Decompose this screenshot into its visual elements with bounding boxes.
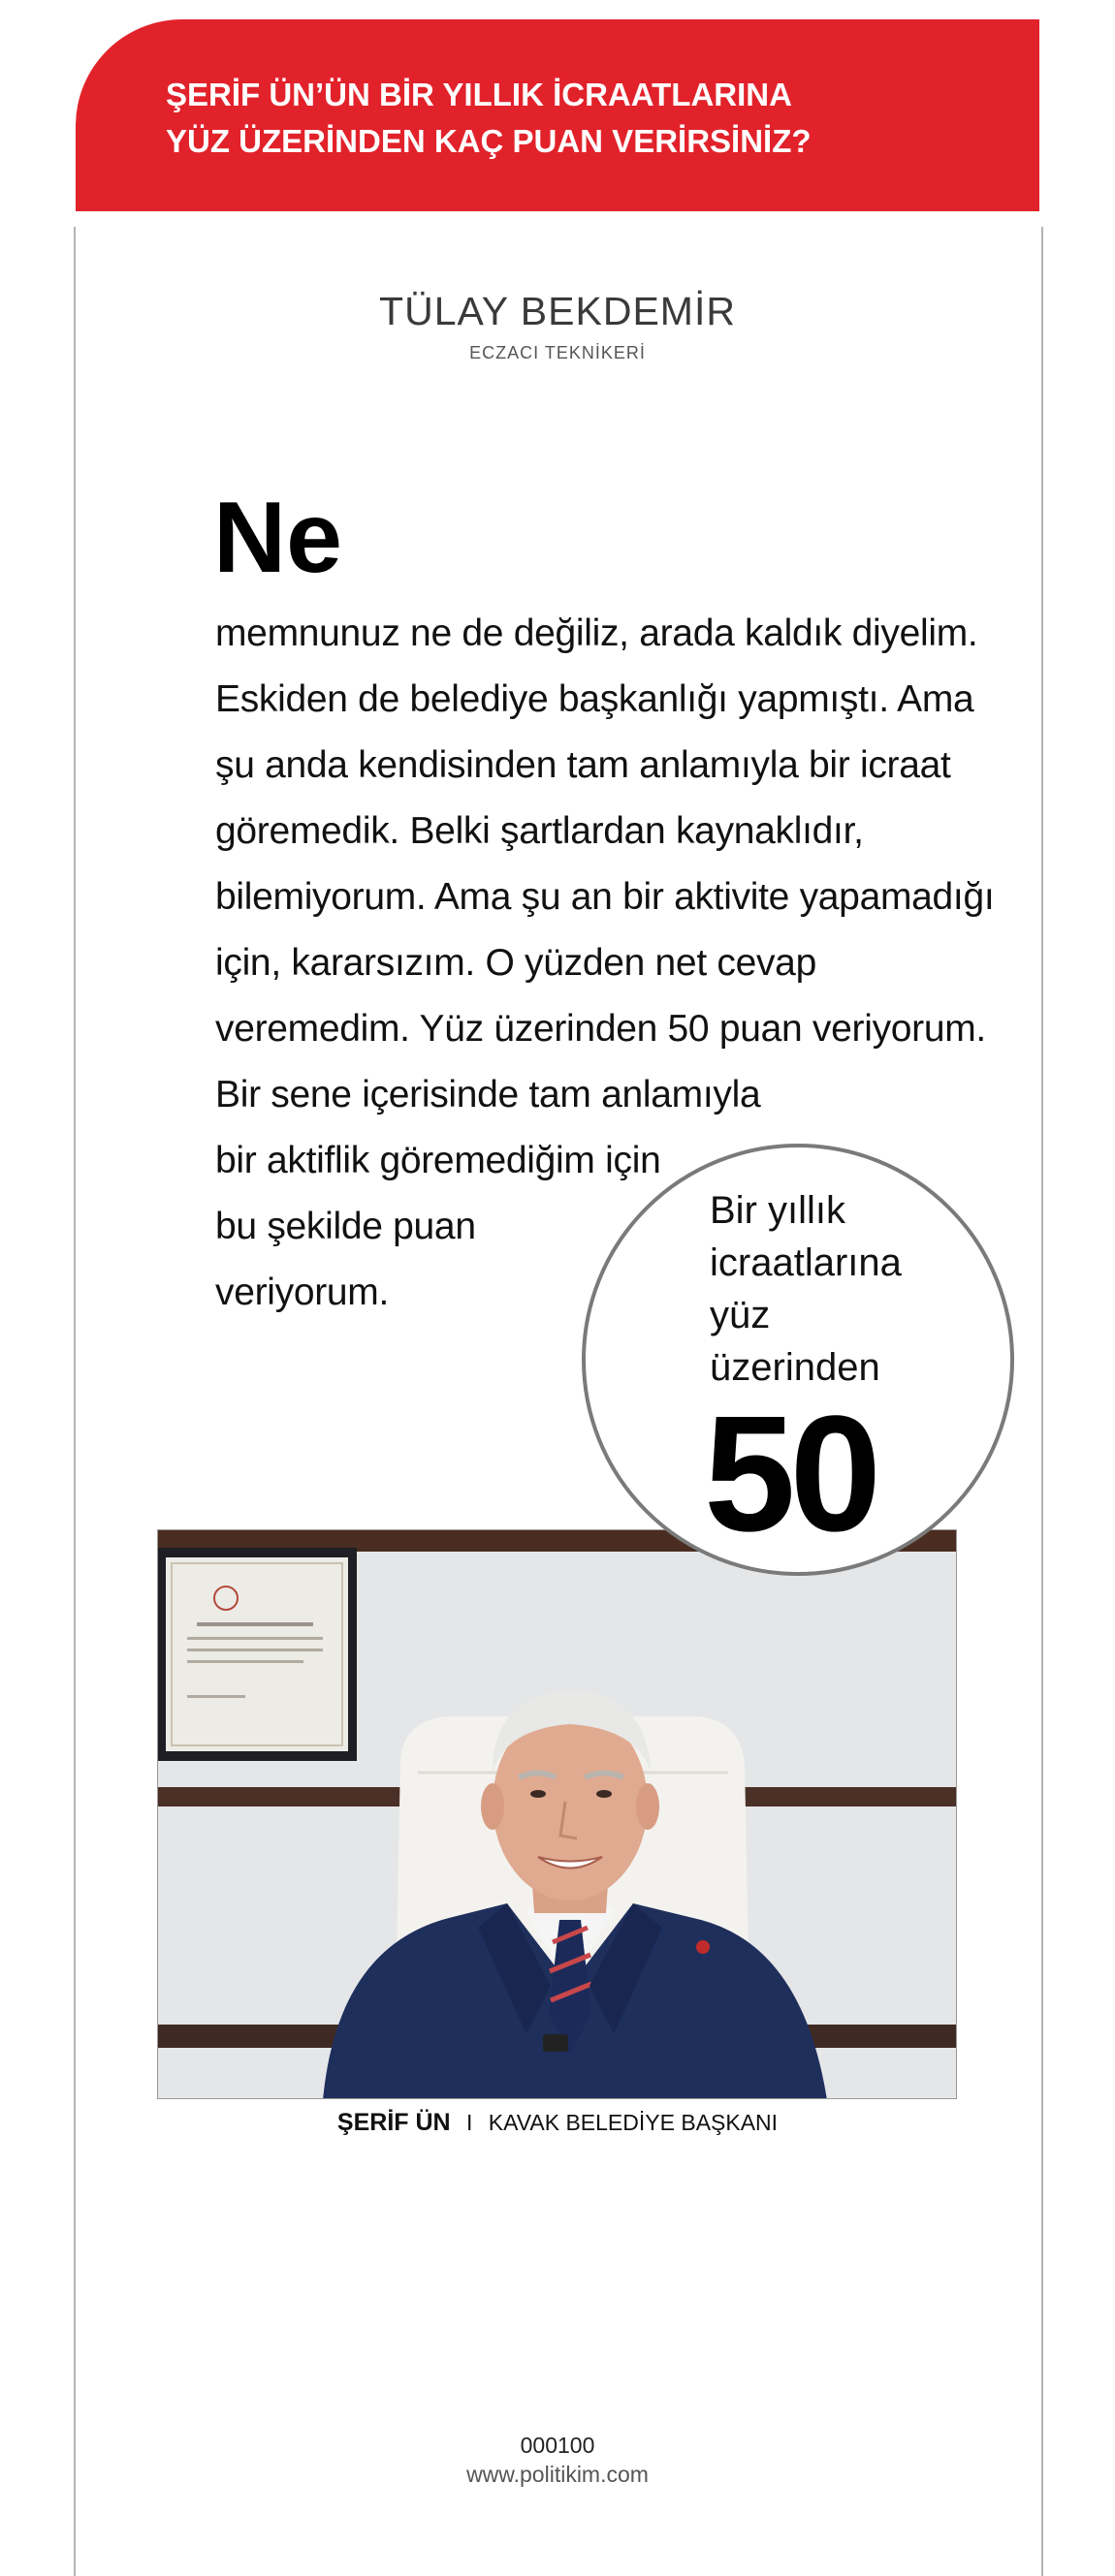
caption-separator: I xyxy=(466,2110,473,2135)
score-badge-line: Bir yıllık xyxy=(710,1189,845,1232)
answer-line: bir aktiflik göremediğim için xyxy=(215,1140,661,1181)
score-badge-line: icraatlarına xyxy=(710,1241,902,1284)
caption-name: ŞERİF ÜN xyxy=(336,2109,451,2136)
mayor-portrait-illustration xyxy=(158,1530,957,2099)
respondent-name: TÜLAY BEKDEMİR xyxy=(379,289,736,333)
mayor-photo xyxy=(157,1529,957,2099)
page-code: 000100 xyxy=(520,2433,595,2458)
answer-line: göremedik. Belki şartlardan kaynaklıdır, xyxy=(215,810,864,852)
answer-line: veremedim. Yüz üzerinden 50 puan veriyorum. xyxy=(215,1008,986,1050)
frame-divider-right xyxy=(1041,227,1043,2576)
answer-line: için, kararsızım. O yüzden net cevap xyxy=(215,942,816,984)
score-badge-line: yüz xyxy=(710,1294,771,1336)
answer-line: bu şekilde puan xyxy=(215,1206,476,1247)
respondent-title: ECZACI TEKNİKERİ xyxy=(469,343,646,362)
header-question-line-2: YÜZ ÜZERİNDEN KAÇ PUAN VERİRSİNİZ? xyxy=(166,123,812,159)
frame-divider-left xyxy=(74,227,76,2576)
answer-line: veriyorum. xyxy=(215,1272,390,1313)
answer-line: memnunuz ne de değiliz, arada kaldık diyelim. xyxy=(215,613,978,654)
answer-line: Eskiden de belediye başkanlığı yapmıştı. Ama xyxy=(215,678,974,720)
header-question xyxy=(166,72,1000,165)
header-banner xyxy=(76,19,1039,211)
photo-caption xyxy=(0,2109,1115,2137)
header-question-line-1: ŞERİF ÜN’ÜN BİR YILLIK İCRAATLARINA xyxy=(166,77,792,112)
answer-line: şu anda kendisinden tam anlamıyla bir icraat xyxy=(215,744,951,786)
score-badge-line: üzerinden xyxy=(710,1346,880,1389)
answer-line: Bir sene içerisinde tam anlamıyla xyxy=(215,1074,761,1115)
website-url: www.politikim.com xyxy=(466,2462,649,2487)
answer-line: bilemiyorum. Ama şu an bir aktivite yapamadığı xyxy=(215,876,995,918)
answer-lead-word: Ne xyxy=(213,482,342,594)
score-badge xyxy=(582,1144,1014,1576)
score-value: 50 xyxy=(704,1382,876,1566)
caption-role: KAVAK BELEDİYE BAŞKANI xyxy=(488,2110,779,2135)
